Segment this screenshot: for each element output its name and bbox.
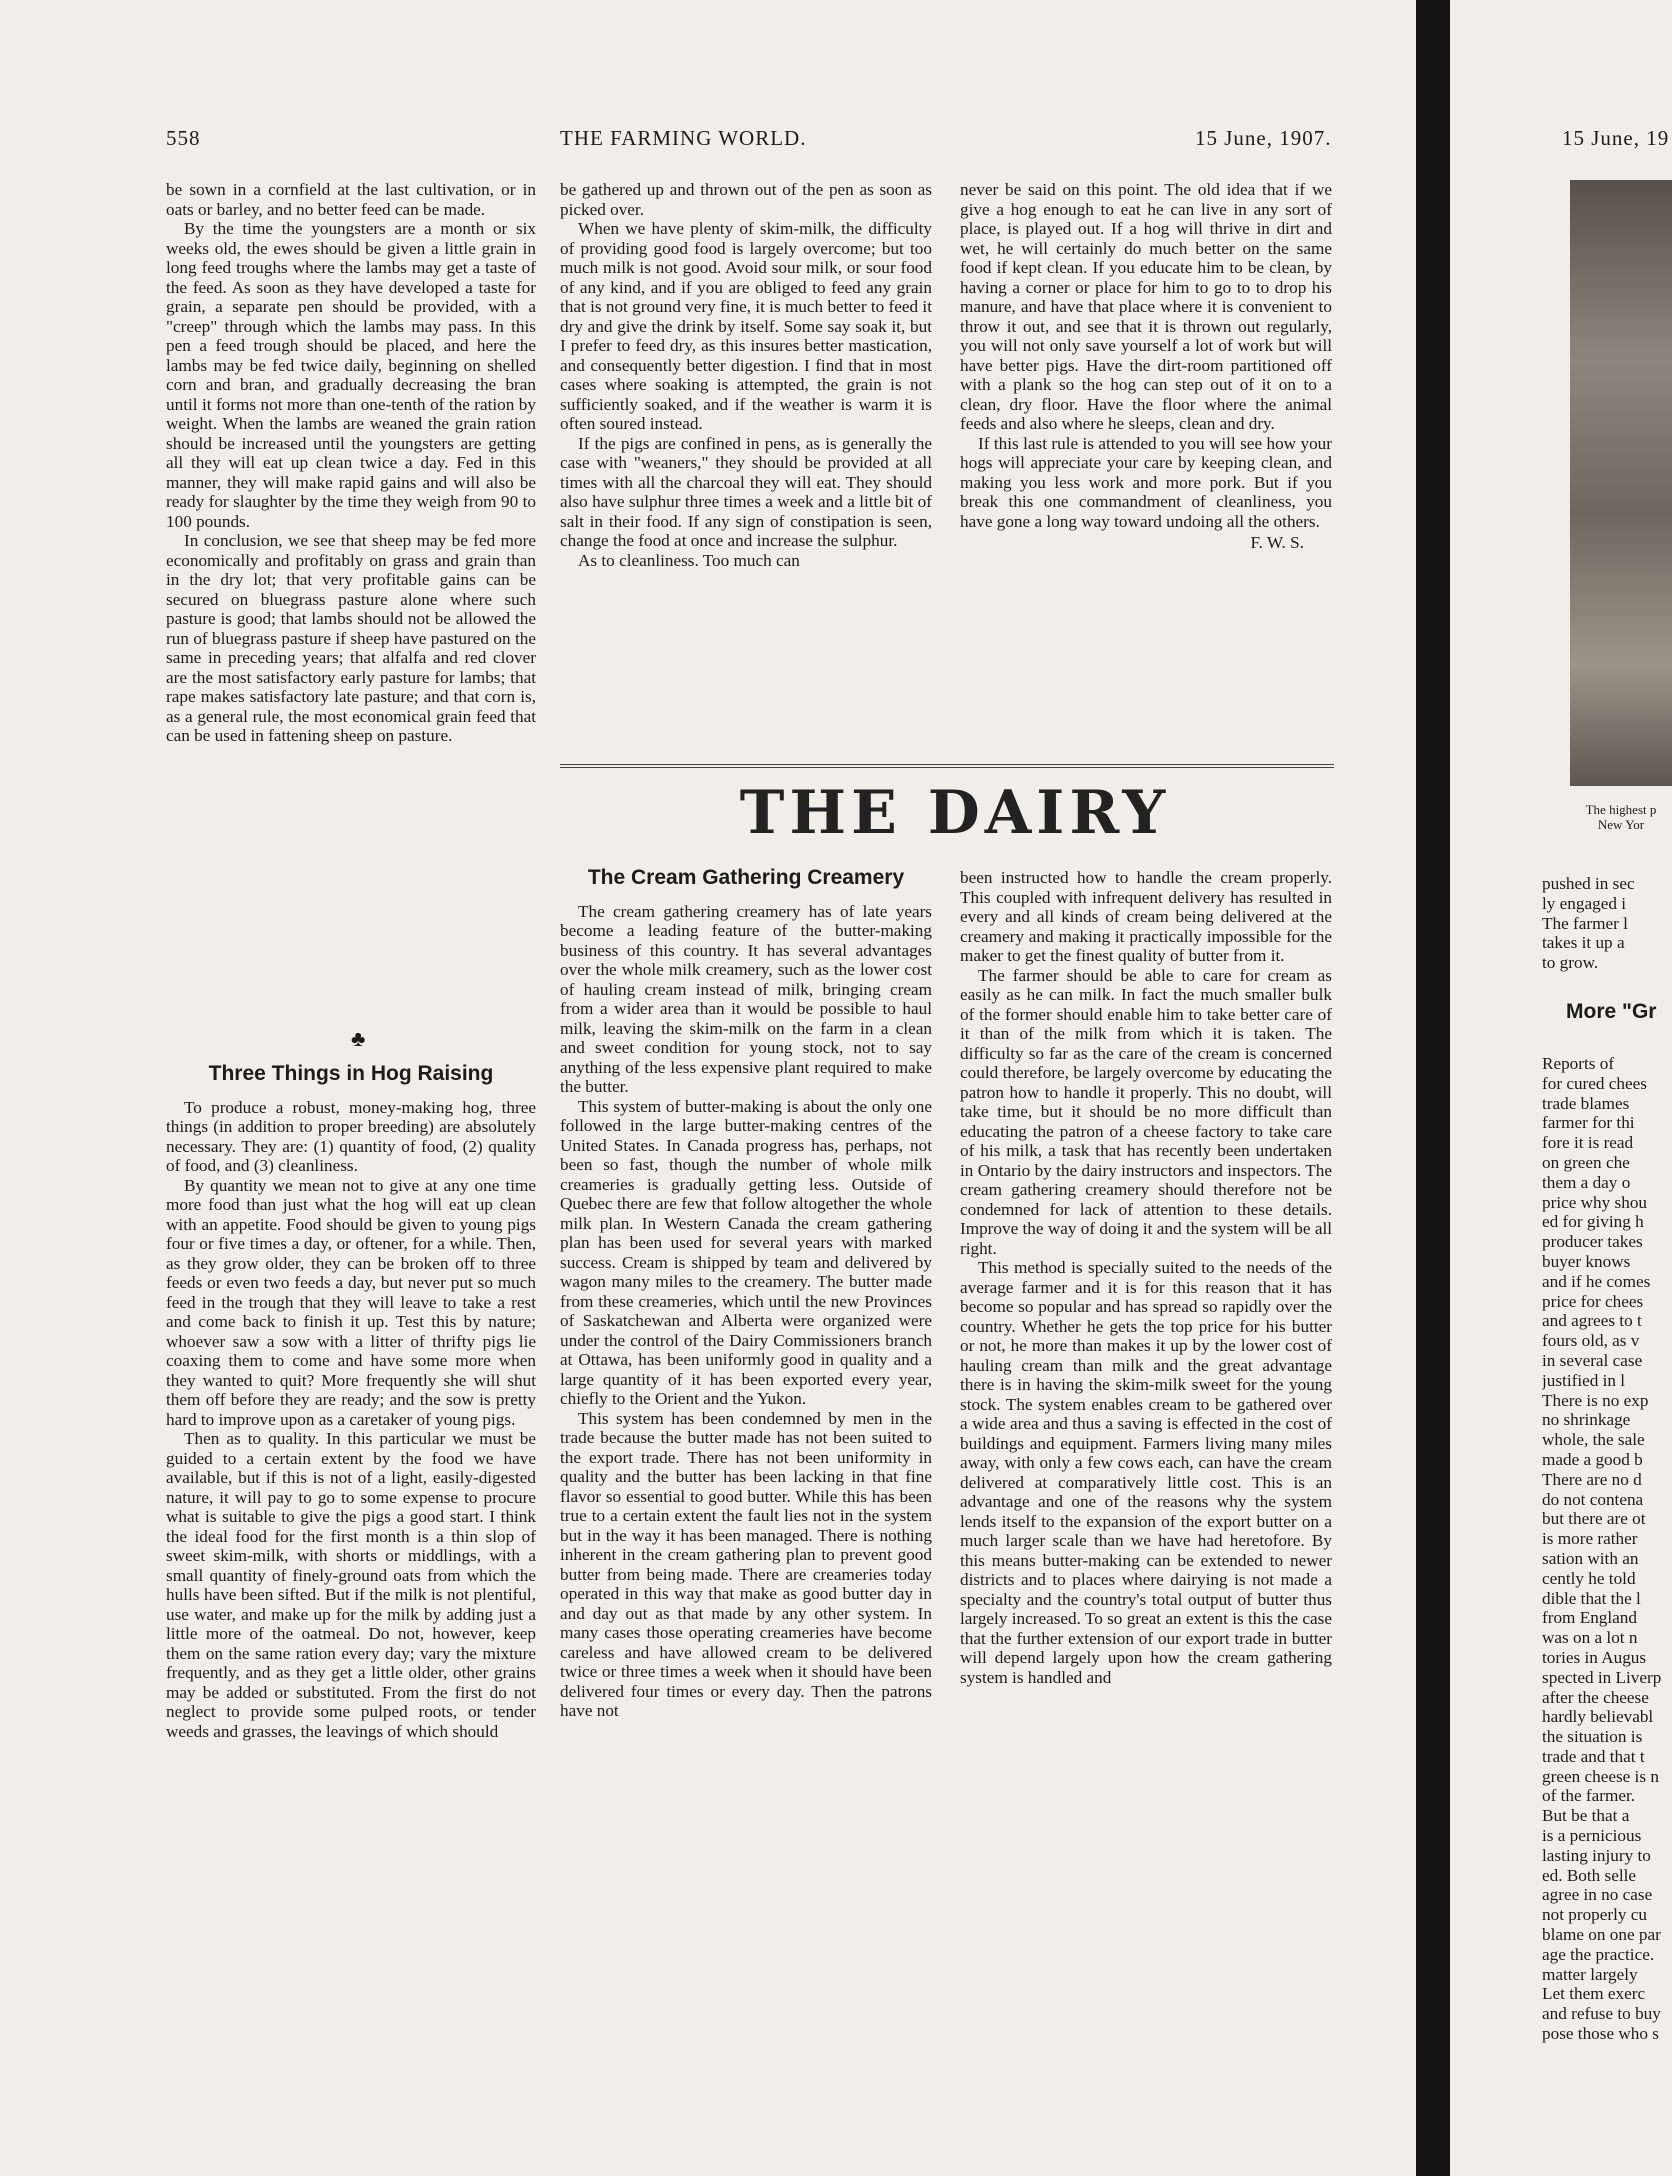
text-line: matter largely — [1542, 1964, 1638, 1984]
text-line: and agrees to t — [1542, 1311, 1642, 1331]
text-line: producer takes — [1542, 1232, 1643, 1252]
paragraph: As to cleanliness. Too much can — [578, 550, 800, 570]
column-hog-continued — [560, 180, 932, 570]
article-title: Three Things in Hog Raising — [208, 1062, 494, 1085]
paragraph: By the time the youngsters are a month or six weeks old, the ewes should be given a little grain in long feed troughs where the lambs may get a taste of the feed. As soon as they have developed a taste for grain, a separate pen should be provided, with a "creep" through which the lambs may pass. In this pen a feed trough should be placed, and here the lambs may be fed twice daily, beginning on shelled corn and bran, and gradually decreasing the bran until it forms not more than one-tenth of the ration by weight. When the lambs are weaned the grain ration should be increased until the youngsters are getting all they will eat up clean twice a day. Fed in this manner, they will make rapid gains and will also be ready for slaughter by the time they weigh from 90 to 100 pounds. — [166, 219, 536, 531]
text-line: after the cheese — [1542, 1687, 1649, 1707]
text-line: in several case — [1542, 1350, 1643, 1370]
club-ornament: ♣ — [351, 1026, 366, 1051]
paragraph: By quantity we mean not to give at any one time more food than just what the hog will eat up clean with an appetite. Food should be given to young pigs four or five times a day, or oftener, for a while. Then, as they grow older, they can be broken off to three feeds or even two feeds a day, but never put so much feed in the trough that they will leave to take a rest and come back to finish it up. Test this by nature; whoever saw a sow with a litter of thrifty pigs lie coaxing them to come and have some more when they wanted to quit? More frequently she will shut them off before they are ready; and the sow is pretty hard to improve upon as a caretaker of young pigs. — [166, 1175, 536, 1429]
paragraph: This system of butter-making is about the only one followed in the large butter-making centres of the United States. In Canada progress has, perhaps, not been so fast, though the number of whole milk creameries is gradually getting less. Outside of Quebec there are few that follow altogether the whole milk plan. In Western Canada the cream gathering plan has been used for several years with marked success. Cream is shipped by team and delivered by wagon many miles to the creamery. The butter made from these creameries, which until the new Provinces of Saskatchewan and Alberta were organized were under the control of the Dairy Commissioners branch at Ottawa, has been uniformly good in quality and a large quantity of it has been exported every year, chiefly to the Orient and the Yukon. — [560, 1096, 932, 1408]
text-line: made a good b — [1542, 1449, 1643, 1469]
text-line: But be that a — [1542, 1806, 1630, 1826]
text-line: The farmer l — [1542, 913, 1628, 933]
right-page-date: 15 June, 19 — [1562, 126, 1670, 150]
text-line: fore it is read — [1542, 1133, 1634, 1153]
journal-title: THE FARMING WORLD. — [560, 126, 807, 150]
text-line: trade blames — [1542, 1093, 1630, 1113]
text-line: sation with an — [1542, 1548, 1639, 1568]
text-line: pushed in sec — [1542, 874, 1635, 893]
paragraph: In conclusion, we see that sheep may be fed more economically and profitably on grass and grain than in the dry lot; that very profitable gains can be secured on bluegrass pasture alone where such pasture is good; that lambs should not be allowed the run of bluegrass pasture if sheep have pastured on the same in preceding years; that alfalfa and red clover are the most satisfactory early pasture for lambs; that rape makes satisfactory late pasture; and that corn is, as a general rule, the most economical grain feed that can be used in fattening sheep on pasture. — [166, 531, 536, 745]
text-line: but there are ot — [1542, 1509, 1646, 1529]
text-line: dible that the l — [1542, 1588, 1641, 1608]
text-line: price for chees — [1542, 1291, 1644, 1311]
text-line: ly engaged i — [1542, 893, 1626, 913]
article-cream-creamery — [560, 868, 932, 1721]
text-line: farmer for thi — [1542, 1113, 1635, 1133]
text-line: to grow. — [1542, 953, 1599, 973]
text-line: agree in no case — [1542, 1885, 1653, 1905]
book-gutter — [1416, 0, 1450, 2176]
text-line: on green che — [1542, 1152, 1630, 1172]
section-title: THE DAIRY — [739, 778, 1171, 848]
text-line: from England — [1542, 1608, 1637, 1628]
text-line: ed. Both selle — [1542, 1865, 1637, 1885]
text-line: no shrinkage — [1542, 1410, 1631, 1430]
text-line: whole, the sale — [1542, 1430, 1645, 1450]
caption-line: The highest p — [1585, 802, 1657, 817]
caption-line: New Yor — [1597, 817, 1645, 832]
issue-date: 15 June, 1907. — [1195, 126, 1332, 150]
column-cream-continued — [960, 868, 1332, 1687]
paragraph: Then as to quality. In this particular we must be guided to a certain extent by the food we have available, but if this is not of a light, easily-digested nature, it will pay to go to some expense to procure what is suitable to give the pigs a good start. I think the ideal food for the first month is a thin slop of sweet skim-milk, with shorts or middlings, with a small quantity of finely-ground oats from which the hulls have been sifted. But if the milk is not plentiful, use water, and make up for the milk by adding just a little more of the oatmeal. Do not, however, keep them on the same ration every day; vary the mixture frequently, and as they get a little older, other grains may be added or substituted. From the first do not neglect to provide some pulped roots, or tender weeds and grasses, the leavings of which should — [166, 1429, 536, 1741]
paragraph: When we have plenty of skim-milk, the difficulty of providing good food is largely overcome; but too much milk is not good. Avoid sour milk, or sour food of any kind, and if you are obliged to feed any grain that is not ground very fine, it is much better to feed it dry and give the drink by itself. Some say soak it, but I prefer to feed dry, as this insures better mastication, and consequently better digestion. I find that in most cases where soaking is attempted, the grain is not sufficiently soaked, and if the weather is warm it is often soured instead. — [560, 219, 932, 433]
text-line: pose those who s — [1542, 2024, 1659, 2044]
text-line: is a pernicious — [1542, 1826, 1642, 1846]
text-line: was on a lot n — [1542, 1628, 1638, 1648]
text-line: the situation is — [1542, 1727, 1643, 1747]
text-line: is more rather — [1542, 1529, 1638, 1549]
paragraph: The cream gathering creamery has of late years become a leading feature of the butter-making business of this country. It has several advantages over the whole milk creamery, such as the lower cost of hauling cream instead of milk, bringing cream from a wider area than it would be possible to haul milk, leaving the skim-milk on the farm in a clean and sweet condition for young stock, not to say anything of the less expensive plant required to make the butter. — [560, 901, 932, 1096]
text-line: green cheese is n — [1542, 1766, 1659, 1786]
text-line: hardly believabl — [1542, 1707, 1654, 1727]
text-line: do not contena — [1542, 1489, 1644, 1509]
text-line: buyer knows — [1542, 1251, 1631, 1271]
text-line: There is no exp — [1542, 1390, 1649, 1410]
text-line: takes it up a — [1542, 933, 1625, 953]
right-column-text — [1542, 1054, 1672, 2044]
article-title: The Cream Gathering Creamery — [587, 866, 905, 889]
paragraph: be sown in a cornfield at the last cultivation, or in oats or barley, and no better feed can be made. — [166, 180, 536, 219]
text-line: justified in l — [1542, 1370, 1626, 1390]
text-line: for cured chees — [1542, 1073, 1647, 1093]
text-line: and refuse to buy — [1542, 2004, 1661, 2024]
text-line: cently he told — [1542, 1568, 1636, 1588]
text-line: price why shou — [1542, 1192, 1648, 1212]
text-line: tories in Augus — [1542, 1647, 1647, 1667]
column-cleanliness — [960, 180, 1332, 553]
text-line: Let them exerc — [1542, 1984, 1646, 2004]
paragraph: been instructed how to handle the cream properly. This coupled with infrequent delivery has resulted in every and all kinds of cream being delivered at the creamery and making it practically impossible for the maker to get the finest quality of butter from it. — [960, 868, 1332, 965]
paragraph: This method is specially suited to the needs of the average farmer and it is for this reason that it has become so popular and has spread so rapidly over the country. Whether he gets the top price for his butter or not, he more than makes it up by the lower cost of hauling cream than milk and the great advantage there is in having the skim-milk sweet for the young stock. The system enables cream to be gathered over a wide area and thus a saving is effected in the cost of buildings and equipment. Farmers living many miles away, with only a few cows each, can have the cream delivered at comparatively little cost. This is an advantage and one of the reasons why the system lends itself to the expansion of the export butter on a much larger scale than we have had heretofore. By this means butter-making can be extended to newer districts and to places where dairying is not made a specialty and the country's total output of butter thus largely increased. To so great an extent is this the case that the further extension of our export trade in butter will depend largely upon how the cream gathering system is handled and — [960, 1258, 1332, 1687]
article-hog-raising — [166, 1064, 536, 1741]
paragraph: To produce a robust, money-making hog, three things (in addition to proper breeding) are absolutely necessary. They are: (1) quantity of food, (2) quality of food, and (3) cleanliness. — [166, 1097, 536, 1175]
text-line: lasting injury to — [1542, 1845, 1651, 1865]
text-line: ed for giving h — [1542, 1212, 1644, 1232]
text-line: trade and that t — [1542, 1746, 1645, 1766]
article-title: More "Gr — [1566, 1000, 1657, 1023]
photograph — [1570, 180, 1672, 786]
text-line: not properly cu — [1542, 1905, 1648, 1925]
page-number: 558 — [166, 126, 201, 150]
column-sheep — [166, 180, 536, 746]
right-column-top — [1542, 874, 1672, 973]
paragraph: The farmer should be able to care for cream as easily as he can milk. In fact the much smaller bulk of the former should enable him to take better care of it than of the milk from which it is taken. The difficulty so far as the care of the cream is concerned could therefore, be largely overcome by educating the patron how to handle it properly. This no doubt, will take time, but it should be no more difficult than educating the patron of a cheese factory to take care of his milk, a task that has recently been undertaken in Ontario by the dairy instructors and inspectors. The cream gathering creamery should therefore not be condemned for lack of attention to these details. Improve the way of doing it and the system will be all right. — [960, 965, 1332, 1258]
text-line: of the farmer. — [1542, 1786, 1636, 1806]
paragraph: If this last rule is attended to you will see how your hogs will appreciate your care by keeping clean, and making you less work and more pork. But if you break this one commandment of cleanliness, you have gone a long way toward undoing all the others. — [960, 433, 1332, 531]
paragraph: This system has been condemned by men in the trade because the butter made has not been suited to the export trade. There has not been uniformity in quality and the butter has been lacking in that fine flavor so essential to good butter. While this has been true to a certain extent the fault lies not in the system but in the way it has been managed. There is nothing inherent in the cream gathering plan to prevent good butter from being made. There are creameries today operated in this way that make as good butter day in and day out as that made by any other system. In many cases those operating creameries have become careless and have allowed cream to be delivered twice or three times a week when it should have been delivered four times or every day. Then the patrons have not — [560, 1408, 932, 1720]
paragraph: never be said on this point. The old idea that if we give a hog enough to eat he can live in any sort of place, is played out. If a hog will thrive in dirt and wet, he will certainly do much better on the same food if kept clean. If you educate him to be clean, by having a corner or place for him to go to to drop his manure, and have that place where it is convenient to throw it out, and see that it is thrown out regularly, you will not only save yourself a lot of work but will have better pigs. Have the dirt-room partitioned off with a plank so the hog can step out of it on to a clean, dry floor. Have the floor where the animal feeds and also where he sleeps, clean and dry. — [960, 180, 1332, 433]
right-page-partial — [1450, 0, 1672, 2176]
photo-caption — [1570, 802, 1672, 832]
text-line: fours old, as v — [1542, 1331, 1640, 1351]
text-line: blame on one par — [1542, 1925, 1661, 1945]
text-line: Reports of — [1542, 1054, 1615, 1073]
section-divider — [560, 764, 1334, 768]
text-line: spected in Liverp — [1542, 1667, 1662, 1687]
paragraph: If the pigs are confined in pens, as is generally the case with "weaners," they should be provided at all times with all the charcoal they will eat. They should also have sulphur three times a week and a little bit of salt in their food. If any sign of constipation is seen, change the food at once and increase the sulphur. — [560, 433, 932, 550]
text-line: There are no d — [1542, 1469, 1642, 1489]
text-line: and if he comes — [1542, 1271, 1651, 1291]
author-signature: F. W. S. — [1250, 533, 1304, 552]
text-line: age the practice. — [1542, 1944, 1655, 1964]
paragraph: be gathered up and thrown out of the pen as soon as picked over. — [560, 180, 932, 219]
text-line: them a day o — [1542, 1172, 1631, 1192]
